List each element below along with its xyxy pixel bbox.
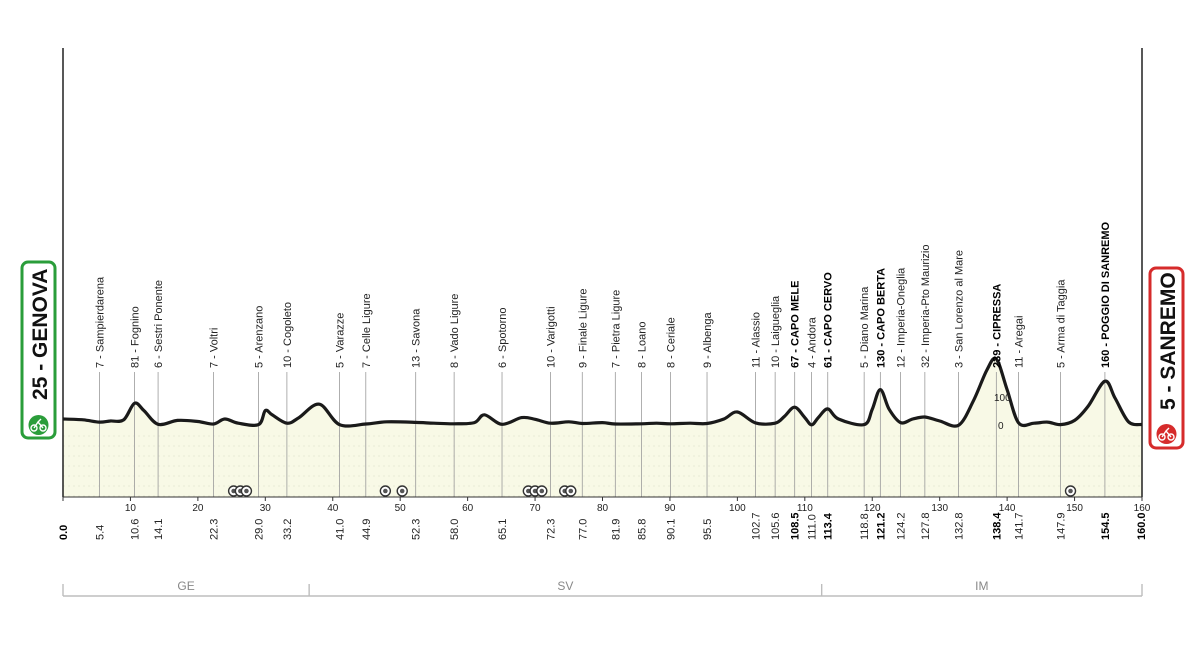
waypoint-km-label: 90.1: [665, 518, 678, 540]
tunnel-icon-core: [1068, 489, 1073, 494]
waypoint-label: 12 - Imperia-Oneglia: [895, 267, 908, 368]
region-bar: [63, 579, 1142, 596]
waypoint-label: 10 - Cogoleto: [281, 301, 294, 368]
x-tick-label: 160: [1133, 503, 1151, 514]
waypoint-label: 130 - CAPO BERTA: [875, 267, 888, 368]
tunnel-icon-core: [400, 489, 405, 494]
waypoint-label: 5 - Diano Marina: [859, 286, 872, 368]
waypoint-km-label: 102.7: [750, 512, 763, 540]
waypoint-km-label: 81.9: [610, 518, 623, 540]
waypoint-km-label: 154.5: [1099, 512, 1112, 540]
waypoint-label: 11 - Aregai: [1013, 315, 1026, 368]
waypoint-label: 13 - Savona: [410, 308, 423, 368]
waypoint-label: 8 - Vado Ligure: [449, 293, 462, 368]
waypoint-label: 10 - Laigueglia: [770, 295, 783, 368]
tunnel-icon-core: [540, 489, 545, 494]
x-tick-label: 60: [462, 503, 474, 514]
x-tick-label: 90: [664, 503, 676, 514]
finish-km-label: 160.0: [1136, 512, 1148, 540]
waypoint-label: 5 - Varazze: [334, 312, 347, 368]
waypoint-label: 239 - CIPRESSA: [991, 283, 1004, 368]
waypoint-label: 9 - Finale Ligure: [577, 288, 590, 368]
x-tick-label: 50: [394, 503, 406, 514]
waypoint-km-label: 14.1: [153, 518, 166, 540]
finish-title: 5 - SANREMO: [1157, 272, 1180, 410]
waypoint-label: 5 - Arenzano: [253, 305, 266, 368]
waypoint-km-label: 118.8: [859, 513, 872, 540]
waypoint-km-label: 72.3: [545, 518, 558, 540]
start-title: 25 - GENOVA: [29, 268, 52, 400]
waypoint-label: 81 - Fognino: [129, 306, 142, 368]
waypoint-label: 7 - Celle Ligure: [360, 293, 373, 368]
waypoint-labels: [94, 221, 1112, 368]
region-label: GE: [177, 579, 195, 593]
tunnel-icon-core: [569, 489, 574, 494]
x-tick-label: 30: [259, 503, 271, 514]
waypoint-km-label: 44.9: [360, 518, 373, 540]
waypoint-km-label: 105.6: [770, 512, 783, 540]
waypoint-km-label: 58.0: [449, 518, 462, 540]
x-tick-label: 70: [529, 503, 541, 514]
waypoint-label: 6 - Spotorno: [497, 307, 509, 368]
start-cyclist-icon: [29, 415, 49, 435]
start-badge: [22, 262, 55, 438]
waypoint-km-label: 141.7: [1013, 512, 1026, 540]
x-tick-label: 80: [596, 503, 609, 514]
x-tick-label: 100: [729, 503, 746, 514]
waypoint-km-label: 111.0: [806, 514, 819, 540]
x-axis: [63, 497, 1151, 514]
waypoint-km-label: 108.5: [789, 512, 802, 540]
waypoint-km-label: 52.3: [410, 518, 423, 540]
start-km-label: 0.0: [58, 524, 70, 540]
waypoint-km-label: 33.2: [281, 518, 294, 540]
y-tick-label-100: 100: [994, 393, 1011, 404]
waypoint-label: 7 - Sampierdarena: [94, 276, 107, 368]
waypoint-km-label: 22.3: [208, 518, 221, 540]
x-tick-label: 150: [1066, 503, 1083, 514]
waypoint-km-label: 113.4: [822, 513, 835, 540]
waypoint-label: 3 - San Lorenzo al Mare: [953, 249, 966, 368]
x-tick-label: 140: [998, 503, 1016, 514]
waypoint-label: 8 - Ceriale: [665, 317, 678, 368]
waypoint-label: 6 - Sestri Ponente: [153, 279, 166, 368]
waypoint-km-label: 41.0: [334, 518, 347, 540]
waypoint-km-label: 127.8: [919, 512, 932, 540]
waypoint-label: 61 - CAPO CERVO: [822, 272, 835, 368]
y-tick-label-0: 0: [998, 421, 1004, 432]
waypoint-km-label: 10.6: [129, 518, 142, 540]
waypoint-label: 160 - POGGIO DI SANREMO: [1099, 221, 1112, 368]
waypoint-label: 4 - Andora: [806, 317, 819, 368]
tunnel-icon-core: [244, 489, 249, 494]
waypoint-km-label: 77.0: [577, 518, 590, 540]
waypoint-km-label: 124.2: [895, 512, 908, 540]
x-tick-label: 130: [931, 503, 949, 514]
x-tick-label: 110: [796, 503, 813, 514]
waypoint-label: 10 - Varigotti: [545, 306, 558, 368]
waypoint-km-label: 147.9: [1055, 512, 1068, 540]
finish-cyclist-icon: [1157, 424, 1177, 444]
waypoint-label: 67 - CAPO MELE: [789, 280, 802, 368]
x-tick-label: 20: [192, 503, 204, 514]
waypoint-label: 11 - Alassio: [750, 311, 763, 368]
x-tick-label: 120: [863, 503, 881, 514]
waypoint-km-label: 121.2: [875, 512, 888, 540]
waypoint-label: 7 - Voltri: [208, 327, 221, 368]
waypoint-km-label: 65.1: [497, 518, 509, 540]
waypoint-label: 7 - Pietra Ligure: [610, 289, 623, 368]
waypoint-label: 9 - Albenga: [702, 312, 714, 368]
x-tick-label: 10: [124, 503, 136, 514]
finish-badge: [1150, 268, 1183, 448]
waypoint-km-label: 132.8: [953, 512, 966, 540]
tunnel-icon-core: [383, 489, 388, 494]
waypoint-km-labels: [94, 512, 1112, 540]
x-tick-label: 40: [327, 503, 339, 514]
region-label: SV: [557, 579, 574, 593]
waypoint-label: 32 - Imperia-Pto Maurizio: [919, 244, 932, 368]
waypoint-km-label: 95.5: [702, 518, 714, 540]
waypoint-km-label: 5.4: [94, 524, 107, 540]
waypoint-km-label: 138.4: [991, 512, 1004, 540]
profile-fill-layer: [63, 48, 1142, 497]
waypoint-label: 5 - Arma di Taggia: [1055, 279, 1068, 368]
waypoint-km-label: 85.8: [636, 518, 649, 540]
waypoint-km-label: 29.0: [253, 518, 266, 540]
region-label: IM: [975, 579, 989, 593]
waypoint-label: 8 - Loano: [636, 321, 649, 368]
